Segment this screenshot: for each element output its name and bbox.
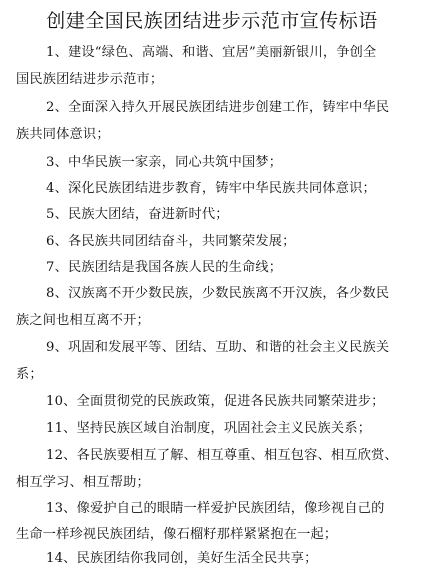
slogan-12-line-2: 相互学习、相互帮助； <box>16 475 150 490</box>
slogan-1-line-2: 国民族团结进步示范市； <box>16 72 164 87</box>
slogan-6: 6、各民族共同团结奋斗，共同繁荣发展； <box>46 234 296 249</box>
slogan-12-line-1: 12、各民族要相互了解、相互尊重、相互包容、相互欣赏、 <box>46 448 398 463</box>
slogan-8-line-1: 8、汉族离不开少数民族，少数民族离不开汉族，各少数民 <box>46 286 390 301</box>
slogan-13-line-2: 生命一样珍视民族团结，像石榴籽那样紧紧抱在一起； <box>16 527 338 542</box>
slogan-3: 3、中华民族一家亲，同心共筑中国梦； <box>46 155 283 170</box>
slogan-9-line-1: 9、巩固和发展平等、团结、互助、和谐的社会主义民族关 <box>46 340 390 355</box>
slogan-11: 11、坚持民族区域自治制度，巩固社会主义民族关系； <box>46 421 372 436</box>
page-title: 创建全国民族团结进步示范市宣传标语 <box>46 10 378 32</box>
slogan-8-line-2: 族之间也相互离不开； <box>16 313 150 328</box>
slogan-10: 10、全面贯彻党的民族政策，促进各民族共同繁荣进步； <box>46 394 385 409</box>
slogan-13-line-1: 13、像爱护自己的眼睛一样爱护民族团结，像珍视自己的 <box>46 501 385 516</box>
slogan-2-line-1: 2、全面深入持久开展民族团结进步创建工作，铸牢中华民 <box>46 100 390 115</box>
slogan-1-line-1: 1、建设“绿色、高端、和谐、宜居”美丽新银川，争创全 <box>46 45 377 60</box>
slogan-14: 14、民族团结你我同创，美好生活全民共享； <box>46 551 318 566</box>
slogan-2-line-2: 族共同体意识； <box>16 127 110 142</box>
slogan-4: 4、深化民族团结进步教育，铸牢中华民族共同体意识； <box>46 181 376 196</box>
slogan-7: 7、民族团结是我国各族人民的生命线； <box>46 260 283 275</box>
slogan-9-line-2: 系； <box>16 367 43 382</box>
slogan-5: 5、民族大团结，奋进新时代； <box>46 207 229 222</box>
